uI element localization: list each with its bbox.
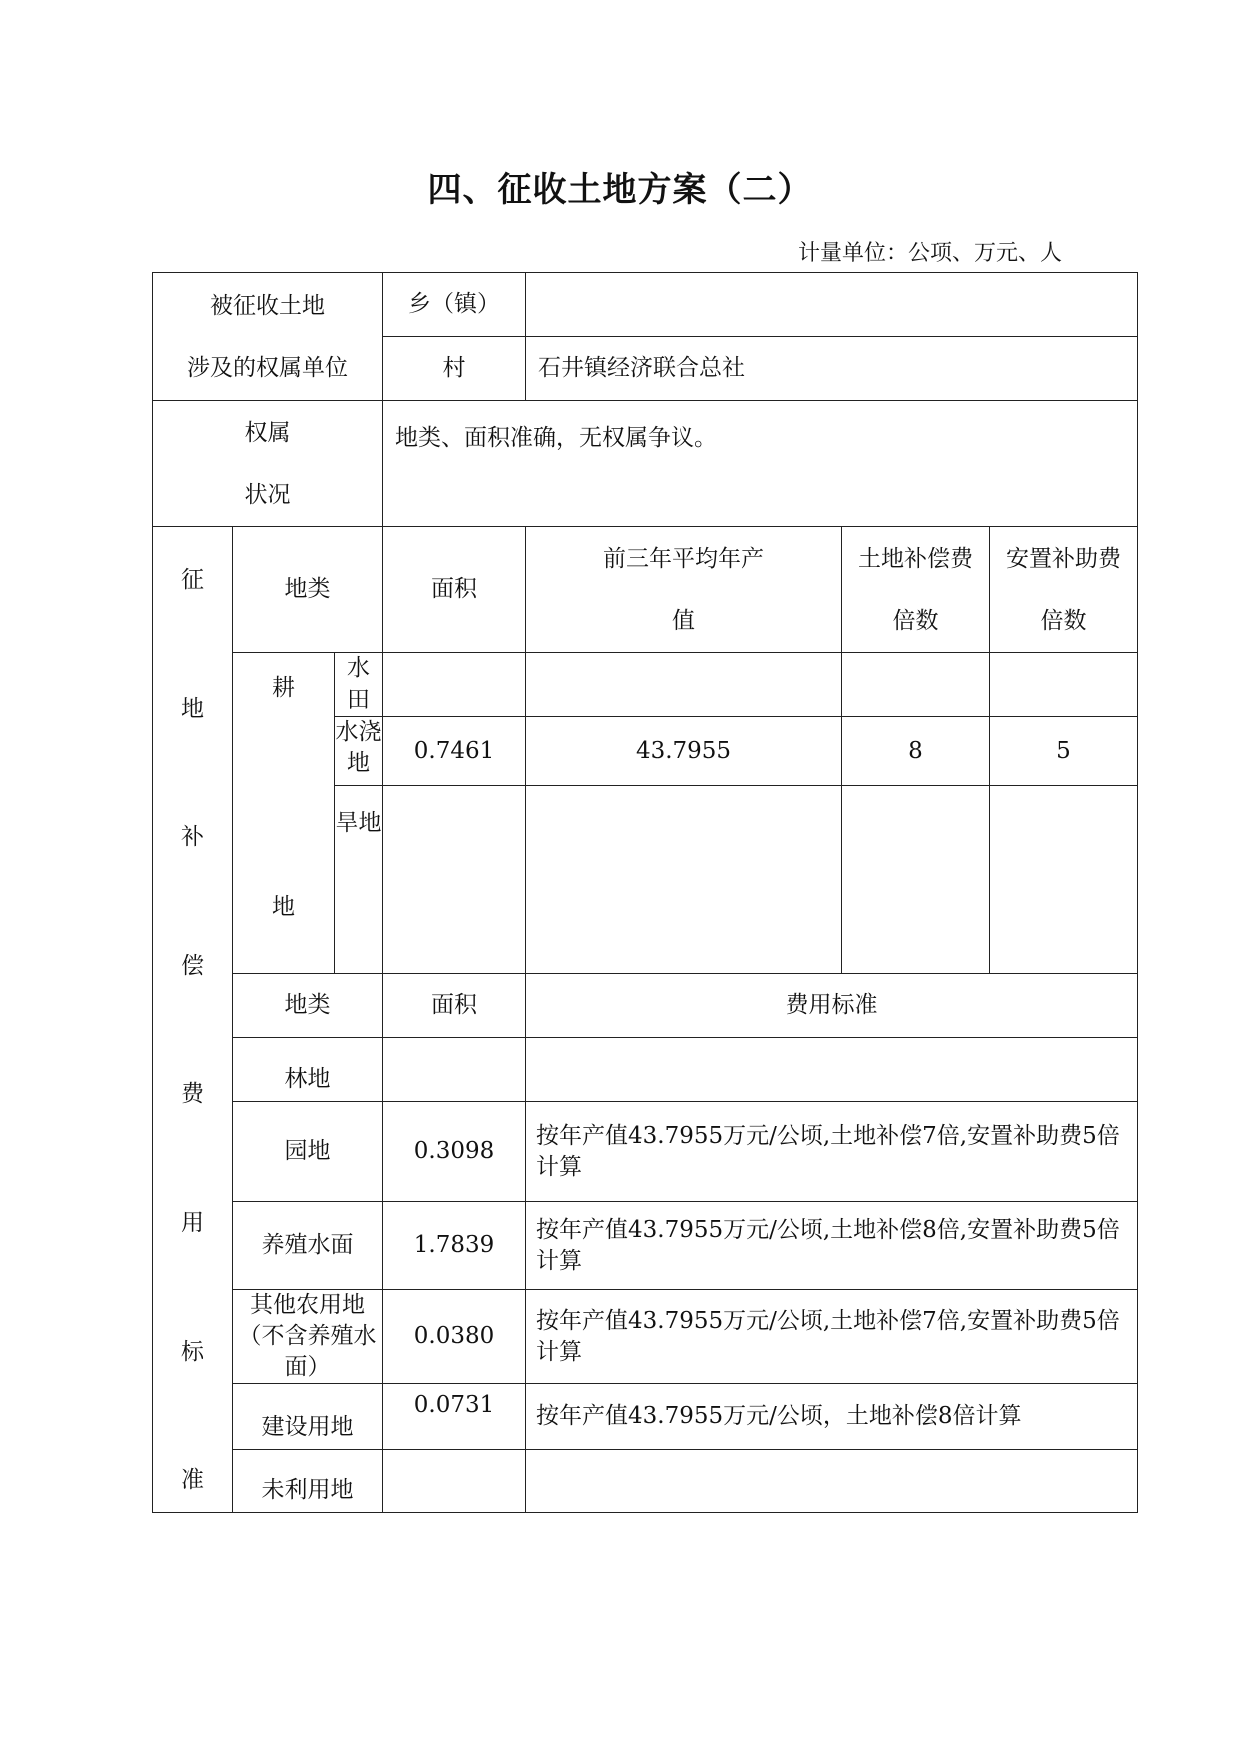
other-area: 0.0380 (383, 1290, 526, 1384)
other-area: 0.3098 (383, 1102, 526, 1202)
other-standard: 按年产值43.7955万元/公顷,土地补偿7倍,安置补助费5倍计算 (526, 1102, 1138, 1202)
owner-label-line2: 涉及的权属单位 (187, 354, 348, 381)
other-area: 0.0731 (383, 1384, 526, 1450)
arable-header-land-type: 地类 (233, 527, 383, 653)
resettle-line2: 倍数 (1040, 607, 1087, 634)
status-label-line2: 状况 (244, 481, 291, 508)
arable-comp: 8 (842, 717, 990, 786)
arable-avg-output (526, 786, 842, 974)
arable-header-row (153, 527, 1138, 653)
arable-header-avg-output (526, 527, 842, 653)
status-row (153, 401, 1138, 527)
other-header-area: 面积 (383, 974, 526, 1038)
other-row (153, 1102, 1138, 1202)
other-header-standard: 费用标准 (526, 974, 1138, 1038)
other-type: 未利用地 (233, 1450, 383, 1513)
village-label: 村 (383, 337, 526, 401)
other-type: 林地 (233, 1038, 383, 1102)
status-value: 地类、面积准确，无权属争议。 (383, 401, 1138, 527)
other-type: 园地 (233, 1102, 383, 1202)
status-label-cell (153, 401, 383, 527)
arable-area: 0.7461 (383, 717, 526, 786)
town-value (526, 273, 1138, 337)
other-type: 建设用地 (233, 1384, 383, 1450)
side-char: 征 (181, 567, 204, 593)
avg-output-line1: 前三年平均年产 (603, 545, 764, 572)
page-title: 四、征收土地方案（二） (427, 170, 813, 210)
arable-resettle: 5 (990, 717, 1138, 786)
other-area: 1.7839 (383, 1202, 526, 1290)
arable-avg-output (526, 653, 842, 717)
arable-avg-output: 43.7955 (526, 717, 842, 786)
other-row (153, 1450, 1138, 1513)
arable-area (383, 653, 526, 717)
other-standard (526, 1450, 1138, 1513)
side-char: 用 (181, 1209, 204, 1236)
arable-resettle (990, 653, 1138, 717)
arable-comp (842, 786, 990, 974)
side-label (153, 527, 232, 1512)
other-standard: 按年产值43.7955万元/公顷，土地补偿8倍计算 (526, 1384, 1138, 1450)
side-label-cell (153, 527, 233, 1513)
arable-comp (842, 653, 990, 717)
other-row (153, 1038, 1138, 1102)
arable-header-resettle (990, 527, 1138, 653)
arable-area (383, 786, 526, 974)
arable-group-bottom: 地 (272, 893, 295, 920)
side-char: 偿 (181, 952, 204, 979)
other-row (153, 1384, 1138, 1450)
town-label: 乡（镇） (383, 273, 526, 337)
other-type (233, 1290, 383, 1384)
other-type-line2: （不含养殖水面） (238, 1323, 377, 1381)
arable-header-area: 面积 (383, 527, 526, 653)
side-char: 地 (181, 695, 204, 722)
side-char: 补 (181, 824, 204, 851)
other-type: 养殖水面 (233, 1202, 383, 1290)
status-label-line1: 权属 (244, 419, 291, 446)
side-char: 费 (181, 1081, 204, 1108)
other-header-row (153, 974, 1138, 1038)
land-acquisition-table (152, 272, 1138, 1513)
village-value: 石井镇经济联合总社 (526, 337, 1138, 401)
other-area (383, 1038, 526, 1102)
arable-row (153, 653, 1138, 717)
arable-type: 水 田 (335, 653, 383, 717)
arable-resettle (990, 786, 1138, 974)
other-type-line1: 其他农用地 (250, 1292, 365, 1319)
arable-type: 旱地 (335, 786, 383, 974)
other-standard: 按年产值43.7955万元/公顷,土地补偿7倍,安置补助费5倍计算 (526, 1290, 1138, 1384)
resettle-line1: 安置补助费 (1006, 545, 1121, 572)
arable-group-cell (233, 653, 335, 974)
arable-type: 水浇地 (335, 717, 383, 786)
other-row (153, 1290, 1138, 1384)
other-standard: 按年产值43.7955万元/公顷,土地补偿8倍,安置补助费5倍计算 (526, 1202, 1138, 1290)
avg-output-line2: 值 (672, 607, 695, 634)
comp-line1: 土地补偿费 (858, 545, 973, 572)
arable-group-top: 耕 (272, 675, 295, 701)
other-standard (526, 1038, 1138, 1102)
unit-note: 计量单位：公项、万元、人 (797, 241, 1062, 266)
other-row (153, 1202, 1138, 1290)
arable-header-comp (842, 527, 990, 653)
comp-line2: 倍数 (892, 607, 939, 634)
side-char: 准 (181, 1467, 204, 1494)
side-char: 标 (181, 1338, 204, 1365)
owner-row-town (153, 273, 1138, 337)
other-header-land-type: 地类 (233, 974, 383, 1038)
owner-label-line1: 被征收土地 (210, 292, 325, 319)
other-area (383, 1450, 526, 1513)
owner-label-cell (153, 273, 383, 401)
